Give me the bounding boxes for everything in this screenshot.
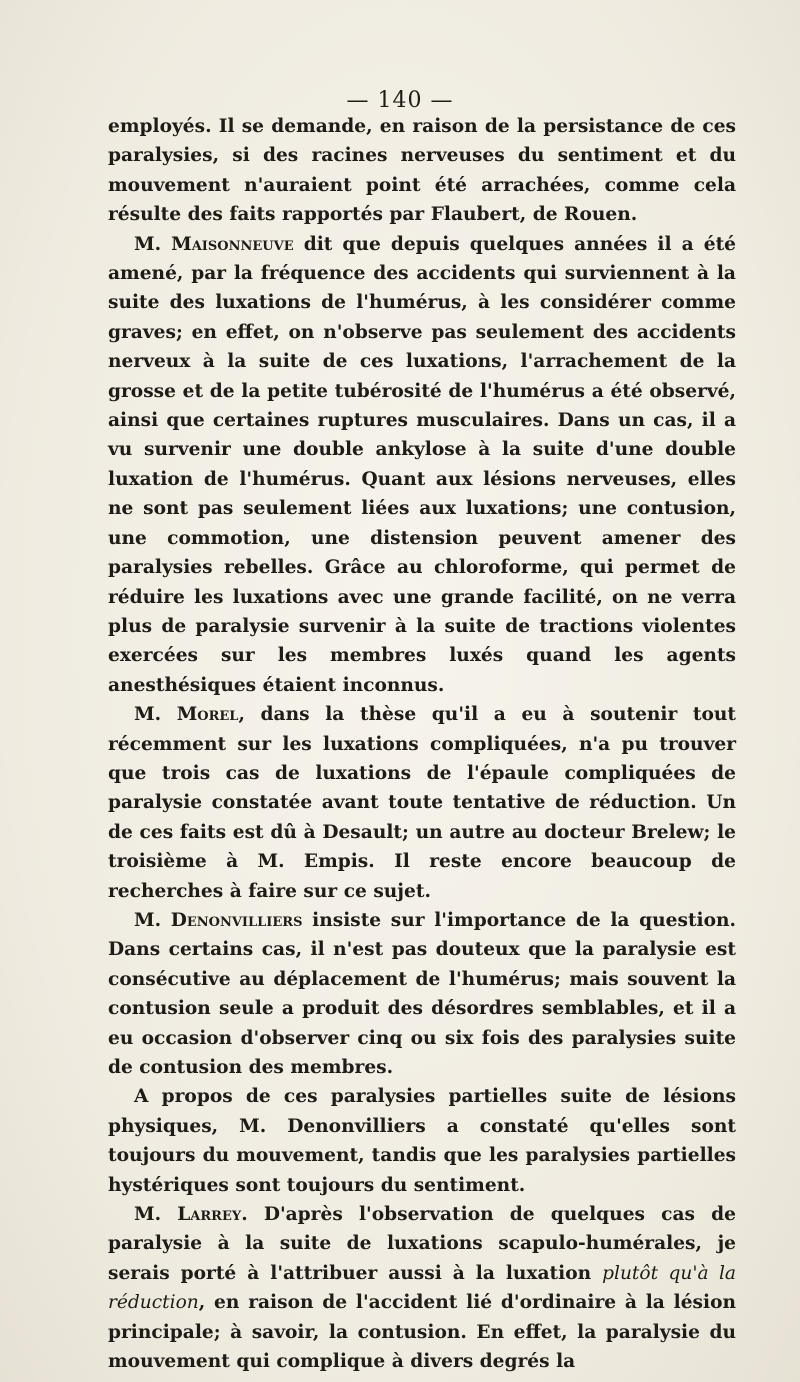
paragraph-continuation — [108, 112, 736, 230]
speaker-prefix: M. — [134, 704, 177, 726]
speaker-name: Larrey — [177, 1204, 242, 1226]
paragraph-text: A propos de ces paralysies partielles suite de lésions physiques, M. Denonvilliers a constaté qu'elles sont toujours du mouvement, tandis que les paralysies partielles hystériques sont toujours du sentiment. — [108, 1086, 736, 1196]
paragraph-text: . D'après l'observation de quelques cas de paralysie à la suite de luxations scapulo-humérales, je serais porté à l'attribuer aussi à la luxation — [108, 1204, 736, 1284]
italic-phrase: plutôt qu'à la réduction — [108, 1262, 736, 1314]
paragraph-tail: , en raison de l'accident lié d'ordinaire à la lésion principale; à savoir, la contusion. En effet, la paralysie du mouvement qui complique à divers degrés la — [108, 1292, 736, 1373]
body-text — [108, 112, 736, 1376]
speaker-name: Morel — [176, 704, 239, 726]
paragraph-denonvilliers — [108, 906, 736, 1082]
paragraph-text: employés. Il se demande, en raison de la persistance de ces paralysies, si des racines nerveuses du sentiment et du mouvement n'auraient point été arrachées, comme cela résulte des faits rapportés par Flaubert, de Rouen. — [108, 116, 736, 226]
speaker-prefix: M. — [134, 909, 171, 931]
paragraph-text: insiste sur l'importance de la question. Dans certains cas, il n'est pas douteux que la paralysie est consécutive au déplacement de l'humérus; mais souvent la contusion seule a produit des désordres semblables, et il a eu occasion d'observer cinq ou six fois des paralysies suite de contusion des membres. — [108, 909, 736, 1078]
paragraph-morel — [108, 700, 736, 906]
paragraph-maisonneuve — [108, 230, 736, 701]
page-number: — 140 — — [346, 88, 454, 113]
speaker-name: Denonvilliers — [170, 909, 303, 931]
paragraph-larrey — [108, 1200, 736, 1376]
speaker-prefix: M. — [134, 1204, 178, 1226]
paragraph-text: , dans la thèse qu'il a eu à soutenir tout récemment sur les luxations compliquées, n'a pu trouver que trois cas de luxations de l'épaule compliquées de paralysie constatée avant toute tentative de réduction. Un de ces faits est dû à Desault; un autre au docteur Brelew; le troisième à M. Empis. Il reste encore beaucoup de recherches à faire sur ce sujet. — [108, 704, 736, 902]
speaker-prefix: M. — [134, 233, 172, 255]
speaker-name: Maisonneuve — [171, 233, 294, 255]
paragraph-text: dit que depuis quelques années il a été amené, par la fréquence des accidents qui surviennent à la suite des luxations de l'humérus, à les considérer comme graves; en effet, on n'observe pas seulement des accidents nerveux à la suite de ces luxations, l'arrachement de la grosse et de la petite tubérosité de l'humérus a été observé, ainsi que certaines ruptures musculaires. Dans un cas, il a vu survenir une double ankylose à la suite d'une double luxation de l'humérus. Quant aux lésions nerveuses, elles ne sont pas seulement liées aux luxations; une contusion, une commotion, une distension peuvent amener des paralysies rebelles. Grâce au chloroforme, qui permet de réduire les luxations avec une grande facilité, on ne verra plus de paralysie survenir à la suite de tractions violentes exercées sur les membres luxés quand les agents anesthésiques étaient inconnus. — [108, 233, 736, 696]
paragraph-paralysies — [108, 1082, 736, 1200]
